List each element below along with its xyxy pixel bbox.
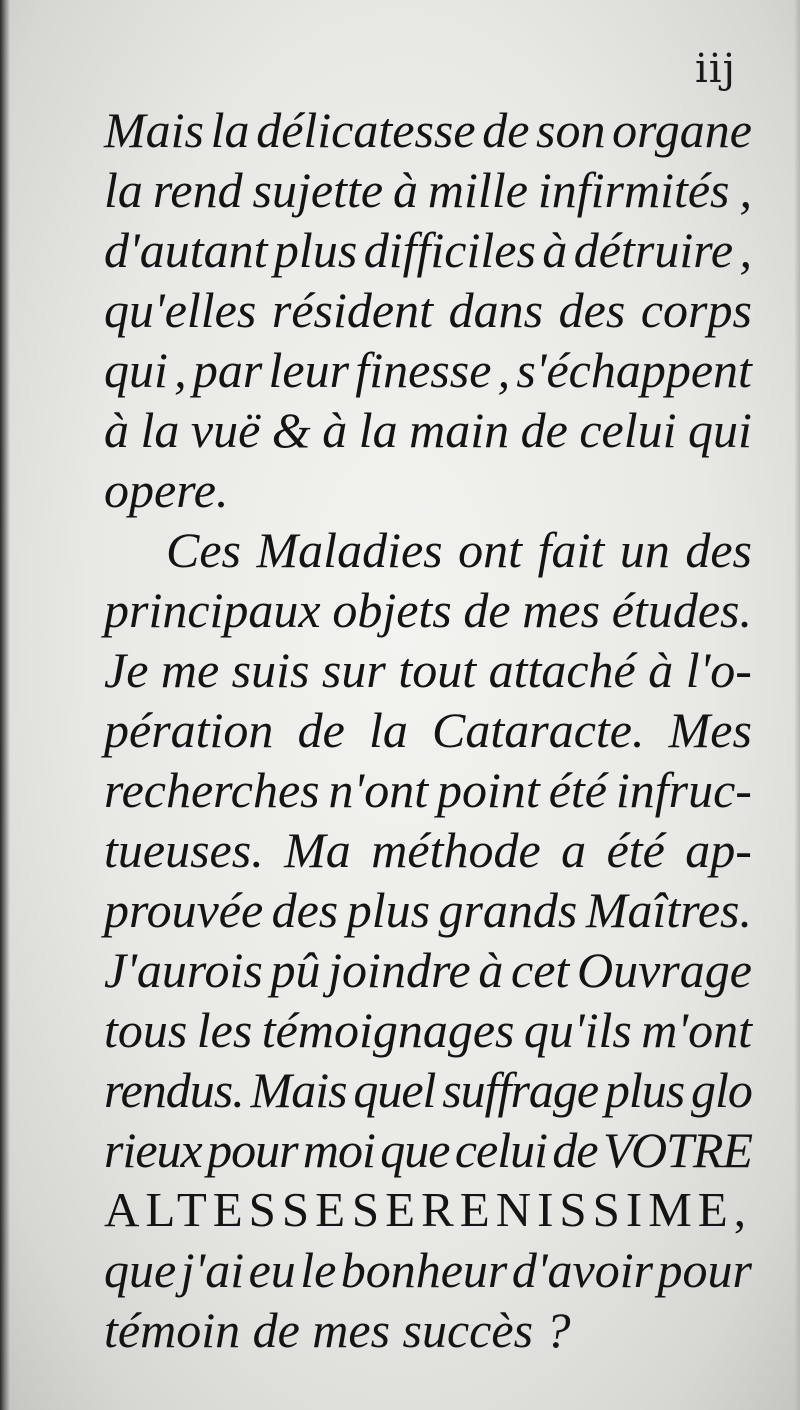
word: des: [558, 282, 626, 338]
word: que: [380, 1122, 450, 1178]
word: Ces: [166, 522, 241, 578]
word: ,: [174, 342, 187, 398]
word: Cataracte.: [432, 702, 645, 758]
word: quel: [353, 1062, 436, 1118]
word: à: [322, 402, 348, 458]
word: des: [685, 522, 752, 578]
word: suis: [231, 642, 310, 698]
text-line-7: opere.: [104, 462, 229, 518]
word: à: [542, 222, 568, 278]
word: qui: [687, 402, 752, 458]
word: a: [561, 822, 587, 878]
word: qu'elles: [104, 282, 257, 338]
word: j'ai: [180, 1242, 245, 1298]
word: eu: [248, 1242, 296, 1298]
word: la: [104, 162, 143, 218]
word: main: [409, 402, 510, 458]
word: Maladies: [256, 522, 443, 578]
word: point: [437, 762, 540, 818]
word: études.: [611, 582, 752, 638]
word: corps: [640, 282, 752, 338]
word: rend: [152, 162, 243, 218]
word: Maîtres.: [585, 882, 752, 938]
word: tueuses.: [104, 822, 264, 878]
word: dans: [448, 282, 544, 338]
word: difficiles: [363, 222, 536, 278]
text-line-6: [104, 400, 752, 460]
word: prouvée: [104, 882, 264, 938]
text-line-3: [104, 220, 752, 280]
word: Je: [104, 642, 149, 698]
word: témoignages: [261, 1002, 515, 1058]
word: de: [482, 102, 530, 158]
word: tous: [104, 1002, 188, 1058]
word: la: [368, 702, 408, 758]
text-line-14: [104, 880, 752, 940]
word: à: [478, 942, 504, 998]
word: le: [300, 1242, 337, 1298]
word: Mais: [250, 1062, 347, 1118]
word: qu'ils: [523, 1002, 632, 1058]
page-edge: [794, 0, 800, 1410]
word: résident: [271, 282, 433, 338]
word: à: [393, 162, 418, 218]
word: m'ont: [641, 1002, 752, 1058]
word: mes: [522, 582, 601, 638]
text-line-10: [104, 640, 752, 700]
word: à: [104, 402, 129, 458]
word: un: [619, 522, 670, 578]
word: VOTRE: [602, 1122, 752, 1178]
word: qui: [104, 342, 168, 398]
word: infruc-: [615, 762, 752, 818]
word: attaché: [488, 642, 636, 698]
word: à: [648, 642, 674, 698]
word: fait: [537, 522, 605, 578]
word: recherches: [104, 762, 320, 818]
word: bonheur: [340, 1242, 508, 1298]
word: Mais: [104, 102, 204, 158]
word: pour: [207, 1122, 298, 1178]
word: l'o-: [685, 642, 752, 698]
word: la: [140, 402, 180, 458]
word: rendus.: [104, 1062, 244, 1118]
word: vuë: [190, 402, 261, 458]
text-line-20: [104, 1240, 752, 1300]
word: méthode: [371, 822, 541, 878]
text-line-16: [104, 1000, 752, 1060]
page-number: iij: [695, 46, 736, 92]
word: sur: [321, 642, 386, 698]
text-line-15: [104, 940, 752, 1000]
word: mille: [427, 162, 528, 218]
word: la: [210, 102, 250, 158]
word: d'avoir: [511, 1242, 654, 1298]
text-line-18: [104, 1120, 752, 1180]
word: été: [548, 762, 607, 818]
word: infirmités: [537, 162, 730, 218]
text-line-13: [104, 820, 752, 880]
word: ,: [497, 342, 511, 398]
word: pour: [657, 1242, 752, 1298]
word: sujette: [252, 162, 384, 218]
word: organe: [612, 102, 752, 158]
word: son: [536, 102, 606, 158]
word: les: [196, 1002, 253, 1058]
word: n'ont: [328, 762, 429, 818]
text-line-17: [104, 1060, 752, 1120]
text-line-9: [104, 580, 752, 640]
word: Ma: [284, 822, 351, 878]
text-line-5: [104, 340, 752, 400]
word: tout: [398, 642, 477, 698]
word: me: [160, 642, 220, 698]
text-line-4: [104, 280, 752, 340]
word: rieux: [104, 1122, 202, 1178]
text-line-11: [104, 700, 752, 760]
word: des: [271, 882, 339, 938]
word: de: [297, 702, 345, 758]
word: celui: [454, 1122, 548, 1178]
word: Ouvrage: [576, 942, 752, 998]
word: ont: [458, 522, 523, 578]
word: pû: [270, 942, 321, 998]
word: détruire: [573, 222, 734, 278]
word: d'autant: [104, 222, 268, 278]
word: ,: [739, 162, 752, 218]
word: principaux: [104, 582, 321, 638]
word: leur: [268, 342, 350, 398]
word: la: [358, 402, 398, 458]
word: J'aurois: [104, 942, 263, 998]
word: plus: [273, 222, 358, 278]
word: ap-: [685, 822, 752, 878]
word: délicatesse: [256, 102, 476, 158]
word: de: [552, 1122, 598, 1178]
word: de: [463, 582, 511, 638]
word: Mes: [668, 702, 752, 758]
word: plus: [604, 1062, 685, 1118]
word: que: [104, 1242, 177, 1298]
word: été: [606, 822, 665, 878]
body-text: [104, 100, 752, 1360]
word: de: [520, 402, 568, 458]
word: ALTESSE: [104, 1182, 352, 1237]
text-line-1: [104, 100, 752, 160]
word: cet: [511, 942, 570, 998]
word: s'échappent: [516, 342, 752, 398]
word: grands: [438, 882, 578, 938]
word: pération: [104, 702, 274, 758]
word: joindre: [328, 942, 471, 998]
text-line-8: [104, 520, 752, 580]
text-line-19: [104, 1180, 752, 1240]
word: par: [192, 342, 263, 398]
text-line-21: témoin de mes succès ?: [104, 1302, 571, 1358]
word: suffrage: [442, 1062, 599, 1118]
word: objets: [332, 582, 452, 638]
word: SERENISSIME,: [351, 1182, 752, 1237]
word: glo: [691, 1062, 752, 1118]
text-line-12: [104, 760, 752, 820]
word: ,: [739, 222, 752, 278]
word: &: [271, 402, 311, 458]
word: finesse: [355, 342, 492, 398]
text-line-2: [104, 160, 752, 220]
word: moi: [302, 1122, 375, 1178]
word: plus: [346, 882, 431, 938]
page-gutter-shadow: [0, 0, 10, 1410]
word: celui: [579, 402, 677, 458]
